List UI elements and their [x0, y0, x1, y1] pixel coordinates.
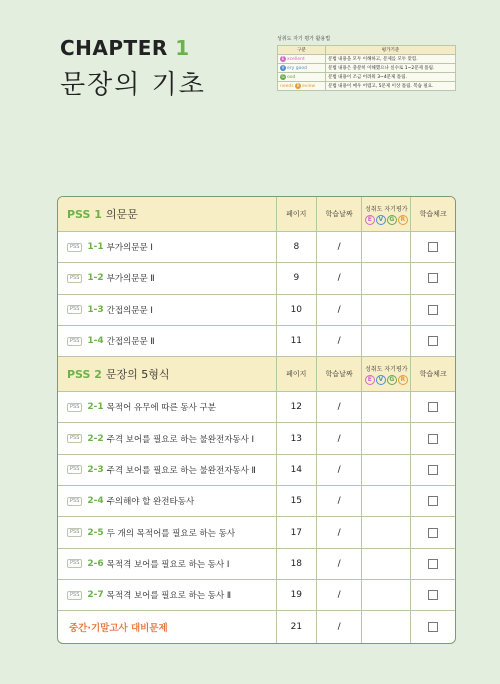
study-checkbox[interactable] [428, 528, 438, 538]
legend-caption: 성취도 자기 평가 활용법 [277, 36, 331, 42]
chapter-title: 문장의 기초 [60, 70, 206, 100]
lesson-cell [58, 423, 277, 453]
lesson-cell [58, 295, 277, 325]
col-page-header: 페이지 [277, 357, 317, 391]
legend-key [278, 55, 326, 64]
self-eval-field[interactable] [362, 580, 411, 610]
lesson-code: 2-6 [87, 558, 104, 569]
table-row [58, 549, 455, 580]
col-eval-header [362, 357, 411, 391]
pss-tag: PSS [67, 497, 82, 506]
study-date-field[interactable]: / [317, 423, 363, 453]
study-date-field[interactable]: / [317, 517, 363, 547]
section-title: 문장의 5형식 [105, 368, 170, 382]
lesson-name: 주격 보어를 필요로 하는 불완전자동사 Ⅱ [106, 465, 256, 476]
study-checkbox[interactable] [428, 305, 438, 315]
page-number: 10 [277, 295, 317, 325]
self-eval-field[interactable] [362, 423, 411, 453]
lesson-name: 부가의문문 Ⅰ [106, 243, 153, 254]
chapter-label: CHAPTER [60, 36, 168, 60]
section-title-cell [58, 197, 277, 231]
pss-tag: PSS [67, 305, 82, 314]
chapter-heading [60, 36, 190, 60]
col-check-header: 학습체크 [419, 370, 447, 379]
evgr-badges [365, 375, 408, 385]
lesson-code: 1-4 [87, 336, 104, 347]
page-number: 18 [277, 549, 317, 579]
legend-key [278, 82, 326, 91]
check-cell [411, 611, 455, 642]
legend-desc: 문법 내용이 매우 어렵고, 5문제 이상 틀림. 복습 필요. [326, 82, 456, 91]
self-eval-field[interactable] [362, 392, 411, 422]
check-cell [411, 486, 455, 516]
r-badge-icon: R [398, 375, 408, 385]
pss-tag: PSS [67, 243, 82, 252]
study-date-field[interactable]: / [317, 326, 363, 356]
page-number: 15 [277, 486, 317, 516]
self-eval-field[interactable] [362, 517, 411, 547]
section-header [58, 197, 455, 232]
page-number: 19 [277, 580, 317, 610]
eval-label: 성취도 자기평가 [365, 205, 408, 213]
lesson-name: 간접의문문 Ⅱ [106, 337, 155, 348]
lesson-code: 2-2 [87, 433, 104, 444]
col-date-header: 학습날짜 [317, 197, 363, 231]
section-pss: PSS 2 [67, 367, 102, 381]
eval-label: 성취도 자기평가 [365, 365, 408, 373]
lesson-code: 2-4 [87, 496, 104, 507]
g-badge-icon: G [387, 215, 397, 225]
study-date-field[interactable]: / [317, 455, 363, 485]
check-cell [411, 392, 455, 422]
pss-tag: PSS [67, 465, 82, 474]
lesson-name: 주의해야 할 완전타동사 [106, 497, 195, 508]
col-date-header: 학습날짜 [317, 357, 363, 391]
section-title-cell [58, 357, 277, 391]
check-cell [411, 232, 455, 262]
check-cell [411, 549, 455, 579]
study-date-field[interactable]: / [317, 263, 363, 293]
section-header [58, 357, 455, 392]
study-date-field[interactable]: / [317, 611, 363, 642]
check-cell [411, 263, 455, 293]
study-date-field[interactable]: / [317, 486, 363, 516]
study-checkbox[interactable] [428, 465, 438, 475]
lesson-cell [58, 326, 277, 356]
study-date-field[interactable]: / [317, 392, 363, 422]
study-date-field[interactable]: / [317, 295, 363, 325]
lesson-cell [58, 486, 277, 516]
lesson-code: 2-3 [87, 464, 104, 475]
exam-row [58, 611, 455, 642]
legend-key-text: xcellent [287, 57, 305, 62]
g-badge-icon: G [387, 375, 397, 385]
lesson-code: 2-1 [87, 402, 104, 413]
page-number: 17 [277, 517, 317, 547]
pss-tag: PSS [67, 559, 82, 568]
col-check-header: 학습체크 [419, 210, 447, 218]
study-checkbox[interactable] [428, 242, 438, 252]
self-eval-field[interactable] [362, 263, 411, 293]
table-row [58, 580, 455, 611]
table-row [58, 423, 455, 454]
self-eval-field[interactable] [362, 549, 411, 579]
legend-key-text: eview [302, 84, 316, 89]
study-checkbox[interactable] [428, 273, 438, 283]
lesson-cell [58, 580, 277, 610]
self-eval-field[interactable] [362, 326, 411, 356]
r-badge-icon: R [398, 215, 408, 225]
page-number: 21 [277, 611, 317, 642]
study-checkbox[interactable] [428, 590, 438, 600]
legend-key-text: needs [280, 84, 296, 89]
self-eval-field[interactable] [362, 455, 411, 485]
evgr-badges [365, 215, 408, 225]
self-eval-field[interactable] [362, 486, 411, 516]
lesson-name: 목적격 보어를 필요로 하는 동사 Ⅱ [106, 591, 232, 602]
lesson-cell [58, 263, 277, 293]
table-row [58, 263, 455, 294]
table-row [58, 326, 455, 357]
self-eval-field[interactable] [362, 295, 411, 325]
contents-table [57, 196, 456, 644]
self-eval-field[interactable] [362, 232, 411, 262]
col-page-header: 페이지 [277, 197, 317, 231]
table-row [58, 295, 455, 326]
legend-header-category: 구분 [278, 46, 326, 55]
table-row [58, 517, 455, 548]
pss-tag: PSS [67, 528, 82, 537]
v-badge-icon: V [281, 65, 285, 70]
check-cell [411, 580, 455, 610]
study-checkbox[interactable] [428, 559, 438, 569]
e-badge-icon: E [365, 215, 375, 225]
legend-row-very-good [278, 64, 456, 73]
lesson-cell [58, 455, 277, 485]
study-checkbox[interactable] [428, 336, 438, 346]
table-row [58, 455, 455, 486]
legend-key-text: ood [287, 75, 296, 80]
legend-header-criteria: 평가기준 [326, 46, 456, 55]
lesson-name: 목적어 유무에 따른 동사 구분 [106, 403, 216, 414]
legend-row-good [278, 73, 456, 82]
check-cell [411, 295, 455, 325]
lesson-name: 주격 보어를 필요로 하는 불완전자동사 Ⅰ [106, 434, 255, 445]
legend-desc: 문법 내용은 충분히 이해했으나 실수로 1~2문제 틀림. [326, 64, 456, 73]
col-eval-header [362, 197, 411, 231]
section-pss: PSS 1 [67, 207, 102, 221]
lesson-name: 두 개의 목적어를 필요로 하는 동사 [106, 528, 236, 539]
check-cell [411, 517, 455, 547]
study-date-field[interactable]: / [317, 232, 363, 262]
pss-tag: PSS [67, 274, 82, 283]
legend-row-needs-review [278, 82, 456, 91]
lesson-cell [58, 392, 277, 422]
legend-row-excellent [278, 55, 456, 64]
e-badge-icon: E [281, 56, 285, 61]
section-title: 의문문 [105, 208, 138, 221]
chapter-number: 1 [175, 36, 190, 60]
legend-key [278, 64, 326, 73]
g-badge-icon: G [281, 74, 285, 79]
check-cell [411, 423, 455, 453]
v-badge-icon: V [376, 215, 386, 225]
pss-tag: PSS [67, 591, 82, 600]
lesson-cell [58, 517, 277, 547]
check-cell [411, 455, 455, 485]
lesson-name: 부가의문문 Ⅱ [106, 274, 155, 285]
study-checkbox[interactable] [428, 402, 438, 412]
legend-table [277, 45, 456, 91]
study-date-field[interactable]: / [317, 580, 363, 610]
v-badge-icon: V [376, 375, 386, 385]
lesson-code: 2-5 [87, 527, 104, 538]
legend-desc: 문법 내용이 조금 어려워 3~4문제 틀림. [326, 73, 456, 82]
lesson-code: 2-7 [87, 590, 104, 601]
study-checkbox[interactable] [428, 434, 438, 444]
check-cell [411, 326, 455, 356]
exam-title: 중간·기말고사 대비문제 [58, 611, 277, 642]
page-number: 12 [277, 392, 317, 422]
pss-tag: PSS [67, 337, 82, 346]
self-eval-field[interactable] [362, 611, 411, 642]
lesson-name: 간접의문문 Ⅰ [106, 305, 153, 316]
pss-tag: PSS [67, 403, 82, 412]
lesson-code: 1-2 [87, 273, 104, 284]
table-row [58, 486, 455, 517]
table-row [58, 392, 455, 423]
legend-desc: 문법 내용을 모두 이해하고, 문제를 모두 맞힘. [326, 55, 456, 64]
evaluation-legend [277, 35, 456, 91]
lesson-code: 1-3 [87, 304, 104, 315]
lesson-cell [58, 232, 277, 262]
legend-key-text: ery good [287, 66, 307, 71]
study-checkbox[interactable] [428, 622, 438, 632]
lesson-code: 1-1 [87, 242, 104, 253]
e-badge-icon: E [365, 375, 375, 385]
r-badge-icon: R [296, 83, 300, 88]
page-number: 9 [277, 263, 317, 293]
page-number: 11 [277, 326, 317, 356]
page-number: 8 [277, 232, 317, 262]
study-date-field[interactable]: / [317, 549, 363, 579]
lesson-name: 목적격 보어를 필요로 하는 동사 Ⅰ [106, 559, 230, 570]
pss-tag: PSS [67, 434, 82, 443]
page-number: 13 [277, 423, 317, 453]
lesson-cell [58, 549, 277, 579]
page-number: 14 [277, 455, 317, 485]
legend-key [278, 73, 326, 82]
study-checkbox[interactable] [428, 496, 438, 506]
table-row [58, 232, 455, 263]
